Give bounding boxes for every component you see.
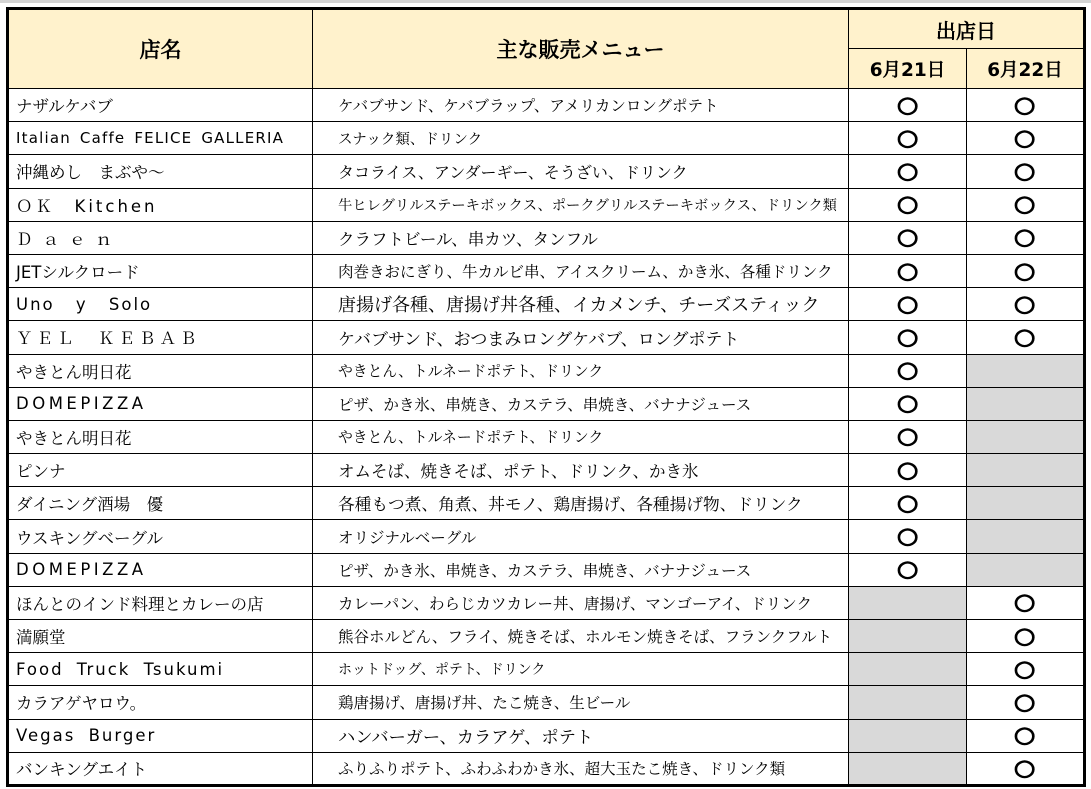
date2-open-cell (967, 188, 1085, 221)
date1-open-cell (849, 221, 967, 254)
vendor-schedule-table (6, 7, 1086, 787)
table-row (8, 321, 1085, 354)
date1-open-cell (849, 288, 967, 321)
date2-open-cell (967, 752, 1085, 785)
table-row (8, 188, 1085, 221)
date2-closed-cell (967, 387, 1085, 420)
table-row (8, 122, 1085, 155)
open-circle-mark: ○ (1014, 755, 1036, 781)
menu-cell: タコライス、アンダーギー、そうざい、ドリンク (313, 155, 849, 188)
menu-cell: オリジナルベーグル (313, 520, 849, 553)
menu-cell: ケバブサンド、ケバブラップ、アメリカンロングポテト (313, 89, 849, 122)
open-circle-mark: ○ (1014, 656, 1036, 682)
open-circle-mark: ○ (1014, 324, 1036, 350)
date1-open-cell (849, 454, 967, 487)
date2-open-cell (967, 586, 1085, 619)
open-circle-mark: ○ (1014, 192, 1036, 218)
menu-cell: カレーパン、わらじカツカレー丼、唐揚げ、マンゴーアイ、ドリンク (313, 586, 849, 619)
date2-open-cell (967, 122, 1085, 155)
open-circle-mark: ○ (896, 192, 919, 218)
date2-closed-cell (967, 520, 1085, 553)
shop-name-cell: ナザルケバブ (8, 89, 313, 122)
table-row (8, 752, 1085, 785)
open-circle-mark: ○ (896, 225, 919, 251)
table-row (8, 487, 1085, 520)
menu-cell: スナック類、ドリンク (313, 122, 849, 155)
date1-open-cell (849, 188, 967, 221)
shop-name-cell: JETシルクロード (8, 254, 313, 287)
open-circle-mark: ○ (896, 258, 919, 284)
menu-cell: 各種もつ煮、角煮、丼モノ、鶏唐揚げ、各種揚げ物、ドリンク (313, 487, 849, 520)
shop-name-cell: 満願堂 (8, 620, 313, 653)
shop-name-cell: ピンナ (8, 454, 313, 487)
menu-cell: 牛ヒレグリルステーキボックス、ポークグリルステーキボックス、ドリンク類 (313, 188, 849, 221)
header-row-1 (8, 9, 1085, 49)
open-circle-mark: ○ (1014, 225, 1036, 251)
open-circle-mark: ○ (1014, 158, 1036, 184)
date1-closed-cell (849, 653, 967, 686)
header-opening-dates: 出店日 (849, 9, 1085, 49)
shop-name-cell: ダイニング酒場 優 (8, 487, 313, 520)
date2-open-cell (967, 221, 1085, 254)
table-row (8, 89, 1085, 122)
header-menu: 主な販売メニュー (313, 9, 849, 89)
open-circle-mark: ○ (1014, 92, 1036, 118)
header-date-1: 6月21日 (849, 49, 967, 89)
date1-open-cell (849, 520, 967, 553)
menu-cell: 鶏唐揚げ、唐揚げ丼、たこ焼き、生ビール (313, 686, 849, 719)
date1-closed-cell (849, 620, 967, 653)
header-shop-name: 店名 (8, 9, 313, 89)
date1-open-cell (849, 122, 967, 155)
open-circle-mark: ○ (1014, 258, 1036, 284)
table-row (8, 686, 1085, 719)
date1-closed-cell (849, 719, 967, 752)
open-circle-mark: ○ (896, 291, 919, 317)
menu-cell: ふりふりポテト、ふわふわかき氷、超大玉たこ焼き、ドリンク類 (313, 752, 849, 785)
menu-cell: やきとん、トルネードポテト、ドリンク (313, 354, 849, 387)
date1-open-cell (849, 553, 967, 586)
open-circle-mark: ○ (896, 92, 919, 118)
vendor-schedule-table-wrap (6, 7, 1084, 787)
shop-name-cell: Ｄａｅｎ (8, 221, 313, 254)
date1-open-cell (849, 89, 967, 122)
shop-name-cell: 沖縄めし まぶや～ (8, 155, 313, 188)
open-circle-mark: ○ (1014, 623, 1036, 649)
table-row (8, 221, 1085, 254)
menu-cell: 唐揚げ各種、唐揚げ丼各種、イカメンチ、チーズスティック (313, 288, 849, 321)
date2-open-cell (967, 288, 1085, 321)
menu-cell: ピザ、かき氷、串焼き、カステラ、串焼き、バナナジュース (313, 387, 849, 420)
date2-open-cell (967, 653, 1085, 686)
menu-cell: オムそば、焼きそば、ポテト、ドリンク、かき氷 (313, 454, 849, 487)
date1-open-cell (849, 354, 967, 387)
header-date-2: 6月22日 (967, 49, 1085, 89)
table-row (8, 155, 1085, 188)
date1-open-cell (849, 387, 967, 420)
menu-cell: 肉巻きおにぎり、牛カルビ串、アイスクリーム、かき氷、各種ドリンク (313, 254, 849, 287)
table-row (8, 254, 1085, 287)
date1-open-cell (849, 321, 967, 354)
table-header (8, 9, 1085, 89)
open-circle-mark: ○ (896, 391, 919, 417)
table-row (8, 620, 1085, 653)
table-row (8, 288, 1085, 321)
table-row (8, 719, 1085, 752)
shop-name-cell: ＯＫ Kitchen (8, 188, 313, 221)
menu-cell: 熊谷ホルどん、フライ、焼きそば、ホルモン焼きそば、フランクフルト (313, 620, 849, 653)
date2-open-cell (967, 89, 1085, 122)
date2-open-cell (967, 719, 1085, 752)
date2-closed-cell (967, 487, 1085, 520)
menu-cell: ホットドッグ、ポテト、ドリンク (313, 653, 849, 686)
date1-open-cell (849, 420, 967, 453)
date1-open-cell (849, 487, 967, 520)
menu-cell: ピザ、かき氷、串焼き、カステラ、串焼き、バナナジュース (313, 553, 849, 586)
date2-closed-cell (967, 420, 1085, 453)
date2-open-cell (967, 321, 1085, 354)
date1-closed-cell (849, 586, 967, 619)
open-circle-mark: ○ (1014, 689, 1036, 715)
menu-cell: ケバブサンド、おつまみロングケバブ、ロングポテト (313, 321, 849, 354)
open-circle-mark: ○ (896, 557, 919, 583)
open-circle-mark: ○ (896, 324, 919, 350)
table-row (8, 653, 1085, 686)
open-circle-mark: ○ (896, 490, 919, 516)
date1-closed-cell (849, 752, 967, 785)
shop-name-cell: DOMEPIZZA (8, 387, 313, 420)
menu-cell: ハンバーガー、カラアゲ、ポテト (313, 719, 849, 752)
date2-open-cell (967, 686, 1085, 719)
table-row (8, 387, 1085, 420)
open-circle-mark: ○ (1014, 590, 1036, 616)
menu-cell: やきとん、トルネードポテト、ドリンク (313, 420, 849, 453)
shop-name-cell: バンキングエイト (8, 752, 313, 785)
date1-open-cell (849, 155, 967, 188)
open-circle-mark: ○ (1014, 125, 1036, 151)
table-row (8, 520, 1085, 553)
shop-name-cell: ＹＥＬ ＫＥＢＡＢ (8, 321, 313, 354)
date2-open-cell (967, 155, 1085, 188)
shop-name-cell: ウスキングベーグル (8, 520, 313, 553)
table-row (8, 454, 1085, 487)
open-circle-mark: ○ (896, 158, 919, 184)
open-circle-mark: ○ (896, 424, 919, 450)
table-row (8, 553, 1085, 586)
shop-name-cell: やきとん明日花 (8, 420, 313, 453)
open-circle-mark: ○ (896, 457, 919, 483)
open-circle-mark: ○ (1014, 723, 1036, 749)
date2-closed-cell (967, 553, 1085, 586)
open-circle-mark: ○ (896, 125, 919, 151)
shop-name-cell: Vegas Burger (8, 719, 313, 752)
table-body (8, 89, 1085, 786)
table-row (8, 586, 1085, 619)
open-circle-mark: ○ (896, 524, 919, 550)
table-row (8, 354, 1085, 387)
shop-name-cell: DOMEPIZZA (8, 553, 313, 586)
open-circle-mark: ○ (896, 358, 919, 384)
shop-name-cell: やきとん明日花 (8, 354, 313, 387)
shop-name-cell: Food Truck Tsukumi (8, 653, 313, 686)
shop-name-cell: ほんとのインド料理とカレーの店 (8, 586, 313, 619)
shop-name-cell: Uno y Solo (8, 288, 313, 321)
date2-open-cell (967, 254, 1085, 287)
table-row (8, 420, 1085, 453)
date2-open-cell (967, 620, 1085, 653)
open-circle-mark: ○ (1014, 291, 1036, 317)
menu-cell: クラフトビール、串カツ、タンフル (313, 221, 849, 254)
shop-name-cell: カラアゲヤロウ。 (8, 686, 313, 719)
date2-closed-cell (967, 454, 1085, 487)
date1-closed-cell (849, 686, 967, 719)
top-edge-divider (0, 0, 1091, 3)
date1-open-cell (849, 254, 967, 287)
date2-closed-cell (967, 354, 1085, 387)
shop-name-cell: Italian Caffe FELICE GALLERIA (8, 122, 313, 155)
